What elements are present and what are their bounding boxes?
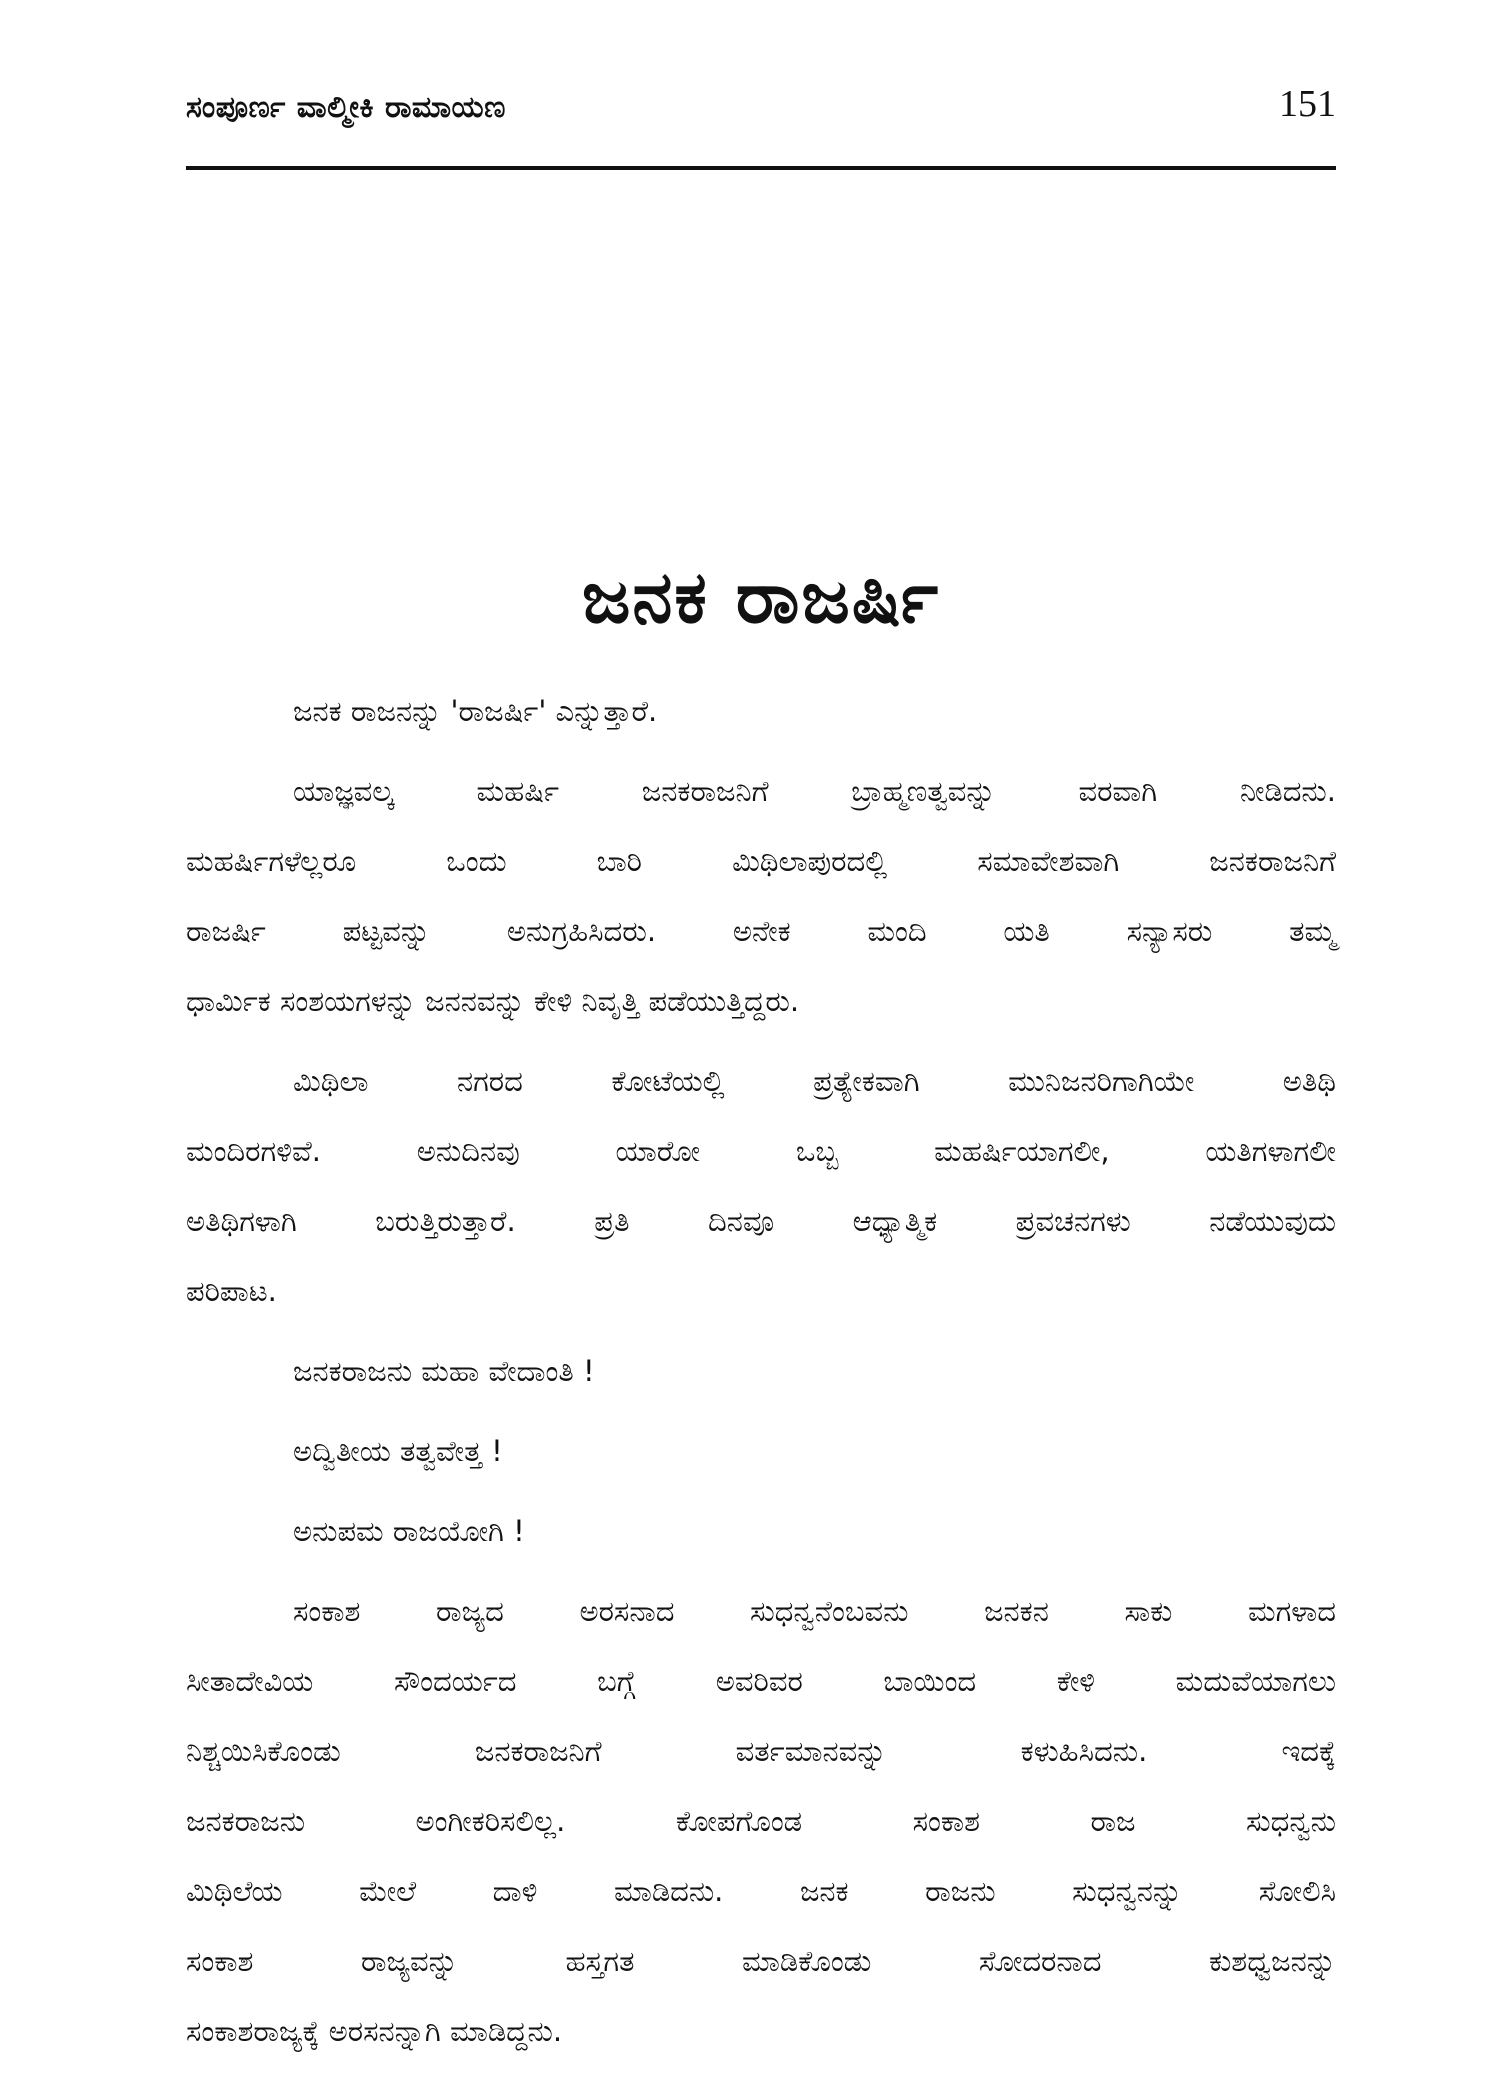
text-line: ಜನಕರಾಜನು ಅಂಗೀಕರಿಸಲಿಲ್ಲ. ಕೋಪಗೊಂಡ ಸಂಕಾಶ ರಾಜ ಸುಧನ್ವನು bbox=[186, 1804, 1336, 1838]
paragraph-3 bbox=[186, 1046, 1336, 1326]
text-line: ಮಹರ್ಷಿಗಳೆಲ್ಲರೂ ಒಂದು ಬಾರಿ ಮಿಥಿಲಾಪುರದಲ್ಲಿ ಸಮಾವೇಶವಾಗಿ ಜನಕರಾಜನಿಗೆ bbox=[186, 844, 1336, 878]
header-divider bbox=[186, 166, 1336, 170]
text-line: ಮಿಥಿಲೆಯ ಮೇಲೆ ದಾಳಿ ಮಾಡಿದನು. ಜನಕ ರಾಜನು ಸುಧನ್ವನನ್ನು ಸೋಲಿಸಿ bbox=[186, 1874, 1336, 1908]
text-line: ನಿಶ್ಚಯಿಸಿಕೊಂಡು ಜನಕರಾಜನಿಗೆ ವರ್ತಮಾನವನ್ನು ಕಳುಹಿಸಿದನು. ಇದಕ್ಕೆ bbox=[186, 1734, 1336, 1768]
text-line: ಮಂದಿರಗಳಿವೆ. ಅನುದಿನವು ಯಾರೋ ಒಬ್ಬ ಮಹರ್ಷಿಯಾಗಲೀ, ಯತಿಗಳಾಗಲೀ bbox=[186, 1134, 1336, 1168]
paragraph-4: ಜನಕರಾಜನು ಮಹಾ ವೇದಾಂತಿ ! bbox=[293, 1354, 595, 1388]
text-line: ರಾಜರ್ಷಿ ಪಟ್ಟವನ್ನು ಅನುಗ್ರಹಿಸಿದರು. ಅನೇಕ ಮಂದಿ ಯತಿ ಸನ್ಯಾಸರು ತಮ್ಮ bbox=[186, 914, 1336, 948]
text-line: ಸಂಕಾಶ ರಾಜ್ಯದ ಅರಸನಾದ ಸುಧನ್ವನೆಂಬವನು ಜನಕನ ಸಾಕು ಮಗಳಾದ bbox=[293, 1594, 1336, 1628]
text-line: ಮಿಥಿಲಾ ನಗರದ ಕೋಟೆಯಲ್ಲಿ ಪ್ರತ್ಯೇಕವಾಗಿ ಮುನಿಜನರಿಗಾಗಿಯೇ ಅತಿಥಿ bbox=[293, 1064, 1336, 1098]
text-line: ಜನಕ ರಾಜನನ್ನು 'ರಾಜರ್ಷಿ' ಎನ್ನುತ್ತಾರೆ. bbox=[293, 694, 658, 728]
text-line: ಯಾಜ್ಞವಲ್ಕ ಮಹರ್ಷಿ ಜನಕರಾಜನಿಗೆ ಬ್ರಾಹ್ಮಣತ್ವವನ್ನು ವರವಾಗಿ ನೀಡಿದನು. bbox=[293, 774, 1336, 808]
page-number: 151 bbox=[1279, 83, 1336, 125]
body-text bbox=[186, 676, 1336, 2076]
text-line: ಸಂಕಾಶ ರಾಜ್ಯವನ್ನು ಹಸ್ತಗತ ಮಾಡಿಕೊಂಡು ಸೋದರನಾದ ಕುಶಧ್ವಜನನ್ನು bbox=[186, 1944, 1336, 1978]
chapter-title: ಜನಕ ರಾಜರ್ಷಿ bbox=[581, 555, 941, 639]
text-line: ಅತಿಥಿಗಳಾಗಿ ಬರುತ್ತಿರುತ್ತಾರೆ. ಪ್ರತಿ ದಿನವೂ ಆಧ್ಯಾತ್ಮಿಕ ಪ್ರವಚನಗಳು ನಡೆಯುವುದು bbox=[186, 1204, 1336, 1238]
paragraph-1 bbox=[186, 676, 1336, 746]
book-title: ಸಂಪೂರ್ಣ ವಾಲ್ಮೀಕಿ ರಾಮಾಯಣ bbox=[186, 90, 506, 125]
paragraph-2 bbox=[186, 756, 1336, 1036]
paragraph-5: ಅದ್ವಿತೀಯ ತತ್ವವೇತ್ತ ! bbox=[293, 1434, 503, 1468]
text-line: ಸಂಕಾಶರಾಜ್ಯಕ್ಕೆ ಅರಸನನ್ನಾಗಿ ಮಾಡಿದ್ದನು. bbox=[186, 2014, 563, 2048]
running-header bbox=[186, 82, 1336, 138]
paragraph-7 bbox=[186, 1576, 1336, 2066]
paragraph-6: ಅನುಪಮ ರಾಜಯೋಗಿ ! bbox=[293, 1514, 525, 1548]
text-line: ಸೀತಾದೇವಿಯ ಸೌಂದರ್ಯದ ಬಗ್ಗೆ ಅವರಿವರ ಬಾಯಿಂದ ಕೇಳಿ ಮದುವೆಯಾಗಲು bbox=[186, 1664, 1336, 1698]
text-line: ಧಾರ್ಮಿಕ ಸಂಶಯಗಳನ್ನು ಜನನವನ್ನು ಕೇಳಿ ನಿವೃತ್ತಿ ಪಡೆಯುತ್ತಿದ್ದರು. bbox=[186, 984, 800, 1018]
text-line: ಪರಿಪಾಟ. bbox=[186, 1274, 277, 1308]
